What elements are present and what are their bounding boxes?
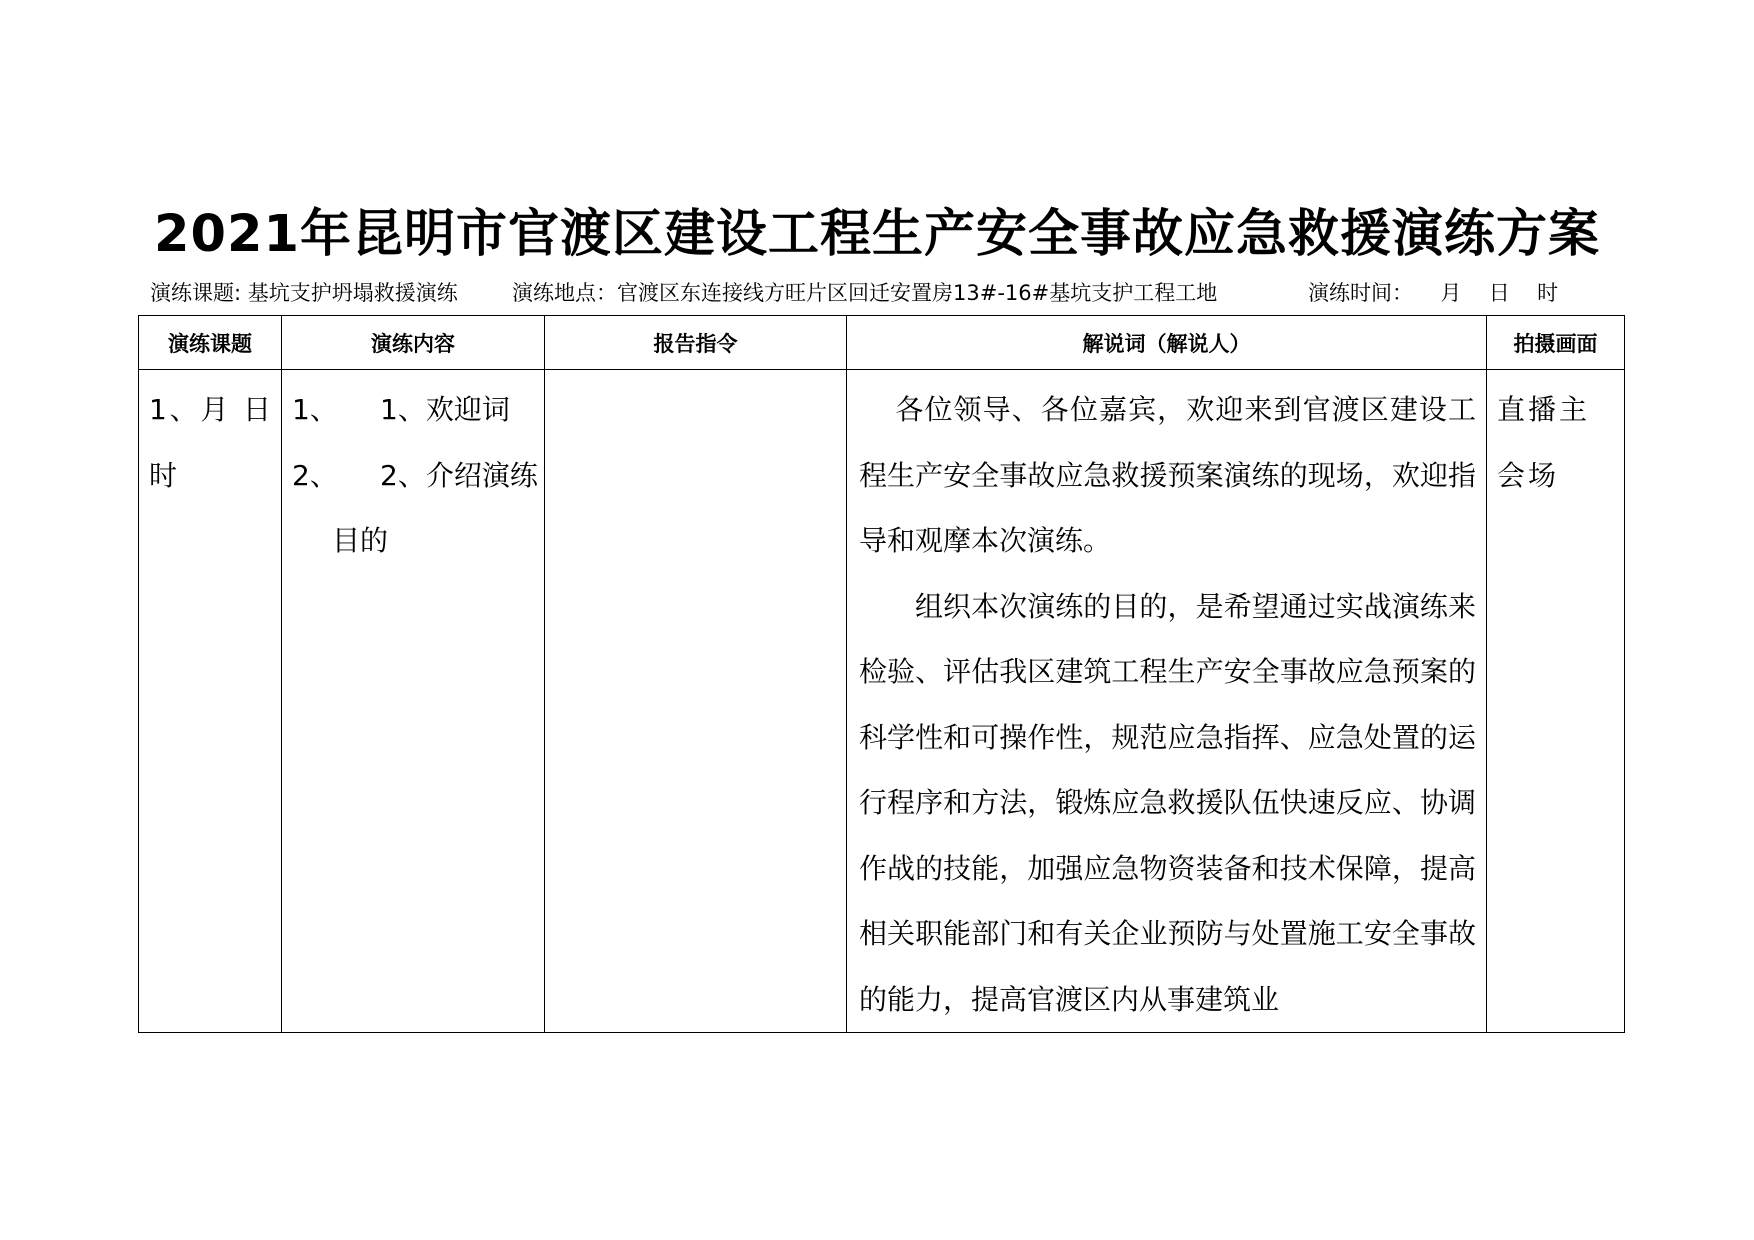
document-title: 2021年昆明市官渡区建设工程生产安全事故应急救援演练方案 xyxy=(154,205,1600,264)
drill-plan-table xyxy=(138,315,1625,1033)
cell-content xyxy=(282,370,545,1033)
content-item-number: 1、 xyxy=(292,393,338,426)
content-item-number: 2、 xyxy=(292,458,338,492)
topic-line-2: 时 xyxy=(149,458,178,492)
narration-paragraph-1: 各位领导、各位嘉宾，欢迎来到官渡区建设工程生产安全事故应急救援预案演练的现场，欢迎指导和观摩本次演练。 xyxy=(859,393,1476,557)
shot-text: 直播主会场 xyxy=(1497,393,1591,492)
table-row xyxy=(139,370,1625,1033)
header-shot: 拍摄画面 xyxy=(1487,316,1625,370)
cell-shot xyxy=(1487,370,1625,1033)
drill-time-month: 月 xyxy=(1440,281,1462,305)
drill-time-label: 演练时间： xyxy=(1308,281,1413,305)
drill-time xyxy=(1308,278,1558,308)
cell-narration xyxy=(847,370,1487,1033)
drill-location: 演练地点：官渡区东连接线方旺片区回迁安置房13#-16#基坑支护工程工地 xyxy=(512,281,1218,305)
header-topic: 演练课题 xyxy=(139,316,282,370)
drill-topic: 演练课题: 基坑支护坍塌救援演练 xyxy=(150,281,458,305)
cell-command xyxy=(545,370,847,1033)
content-item-text: 2、介绍演练 xyxy=(380,458,538,492)
topic-line-1: 1、月 日 xyxy=(149,393,271,426)
header-content: 演练内容 xyxy=(282,316,545,370)
content-item xyxy=(292,377,534,443)
content-item-continuation: 目的 xyxy=(332,524,389,557)
cell-topic xyxy=(139,370,282,1033)
narration-paragraph-2: 组织本次演练的目的，是希望通过实战演练来检验、评估我区建筑工程生产安全事故应急预案的科学性和可操作性，规范应急指挥、应急处置的运行程序和方法，锻炼应急救援队伍快速反应、协调作战的技能，加强应急物资装备和技术保障，提高相关职能部门和有关企业预防与处置施工安全事故的能力，提高官渡区内从事建筑业 xyxy=(859,589,1476,1016)
header-command: 报告指令 xyxy=(545,316,847,370)
content-item-text: 1、欢迎词 xyxy=(380,393,510,426)
table-header-row xyxy=(139,316,1625,370)
drill-time-day: 日 xyxy=(1488,281,1510,305)
header-narration: 解说词（解说人） xyxy=(847,316,1487,370)
drill-time-hour: 时 xyxy=(1537,281,1559,305)
content-item xyxy=(292,443,538,509)
